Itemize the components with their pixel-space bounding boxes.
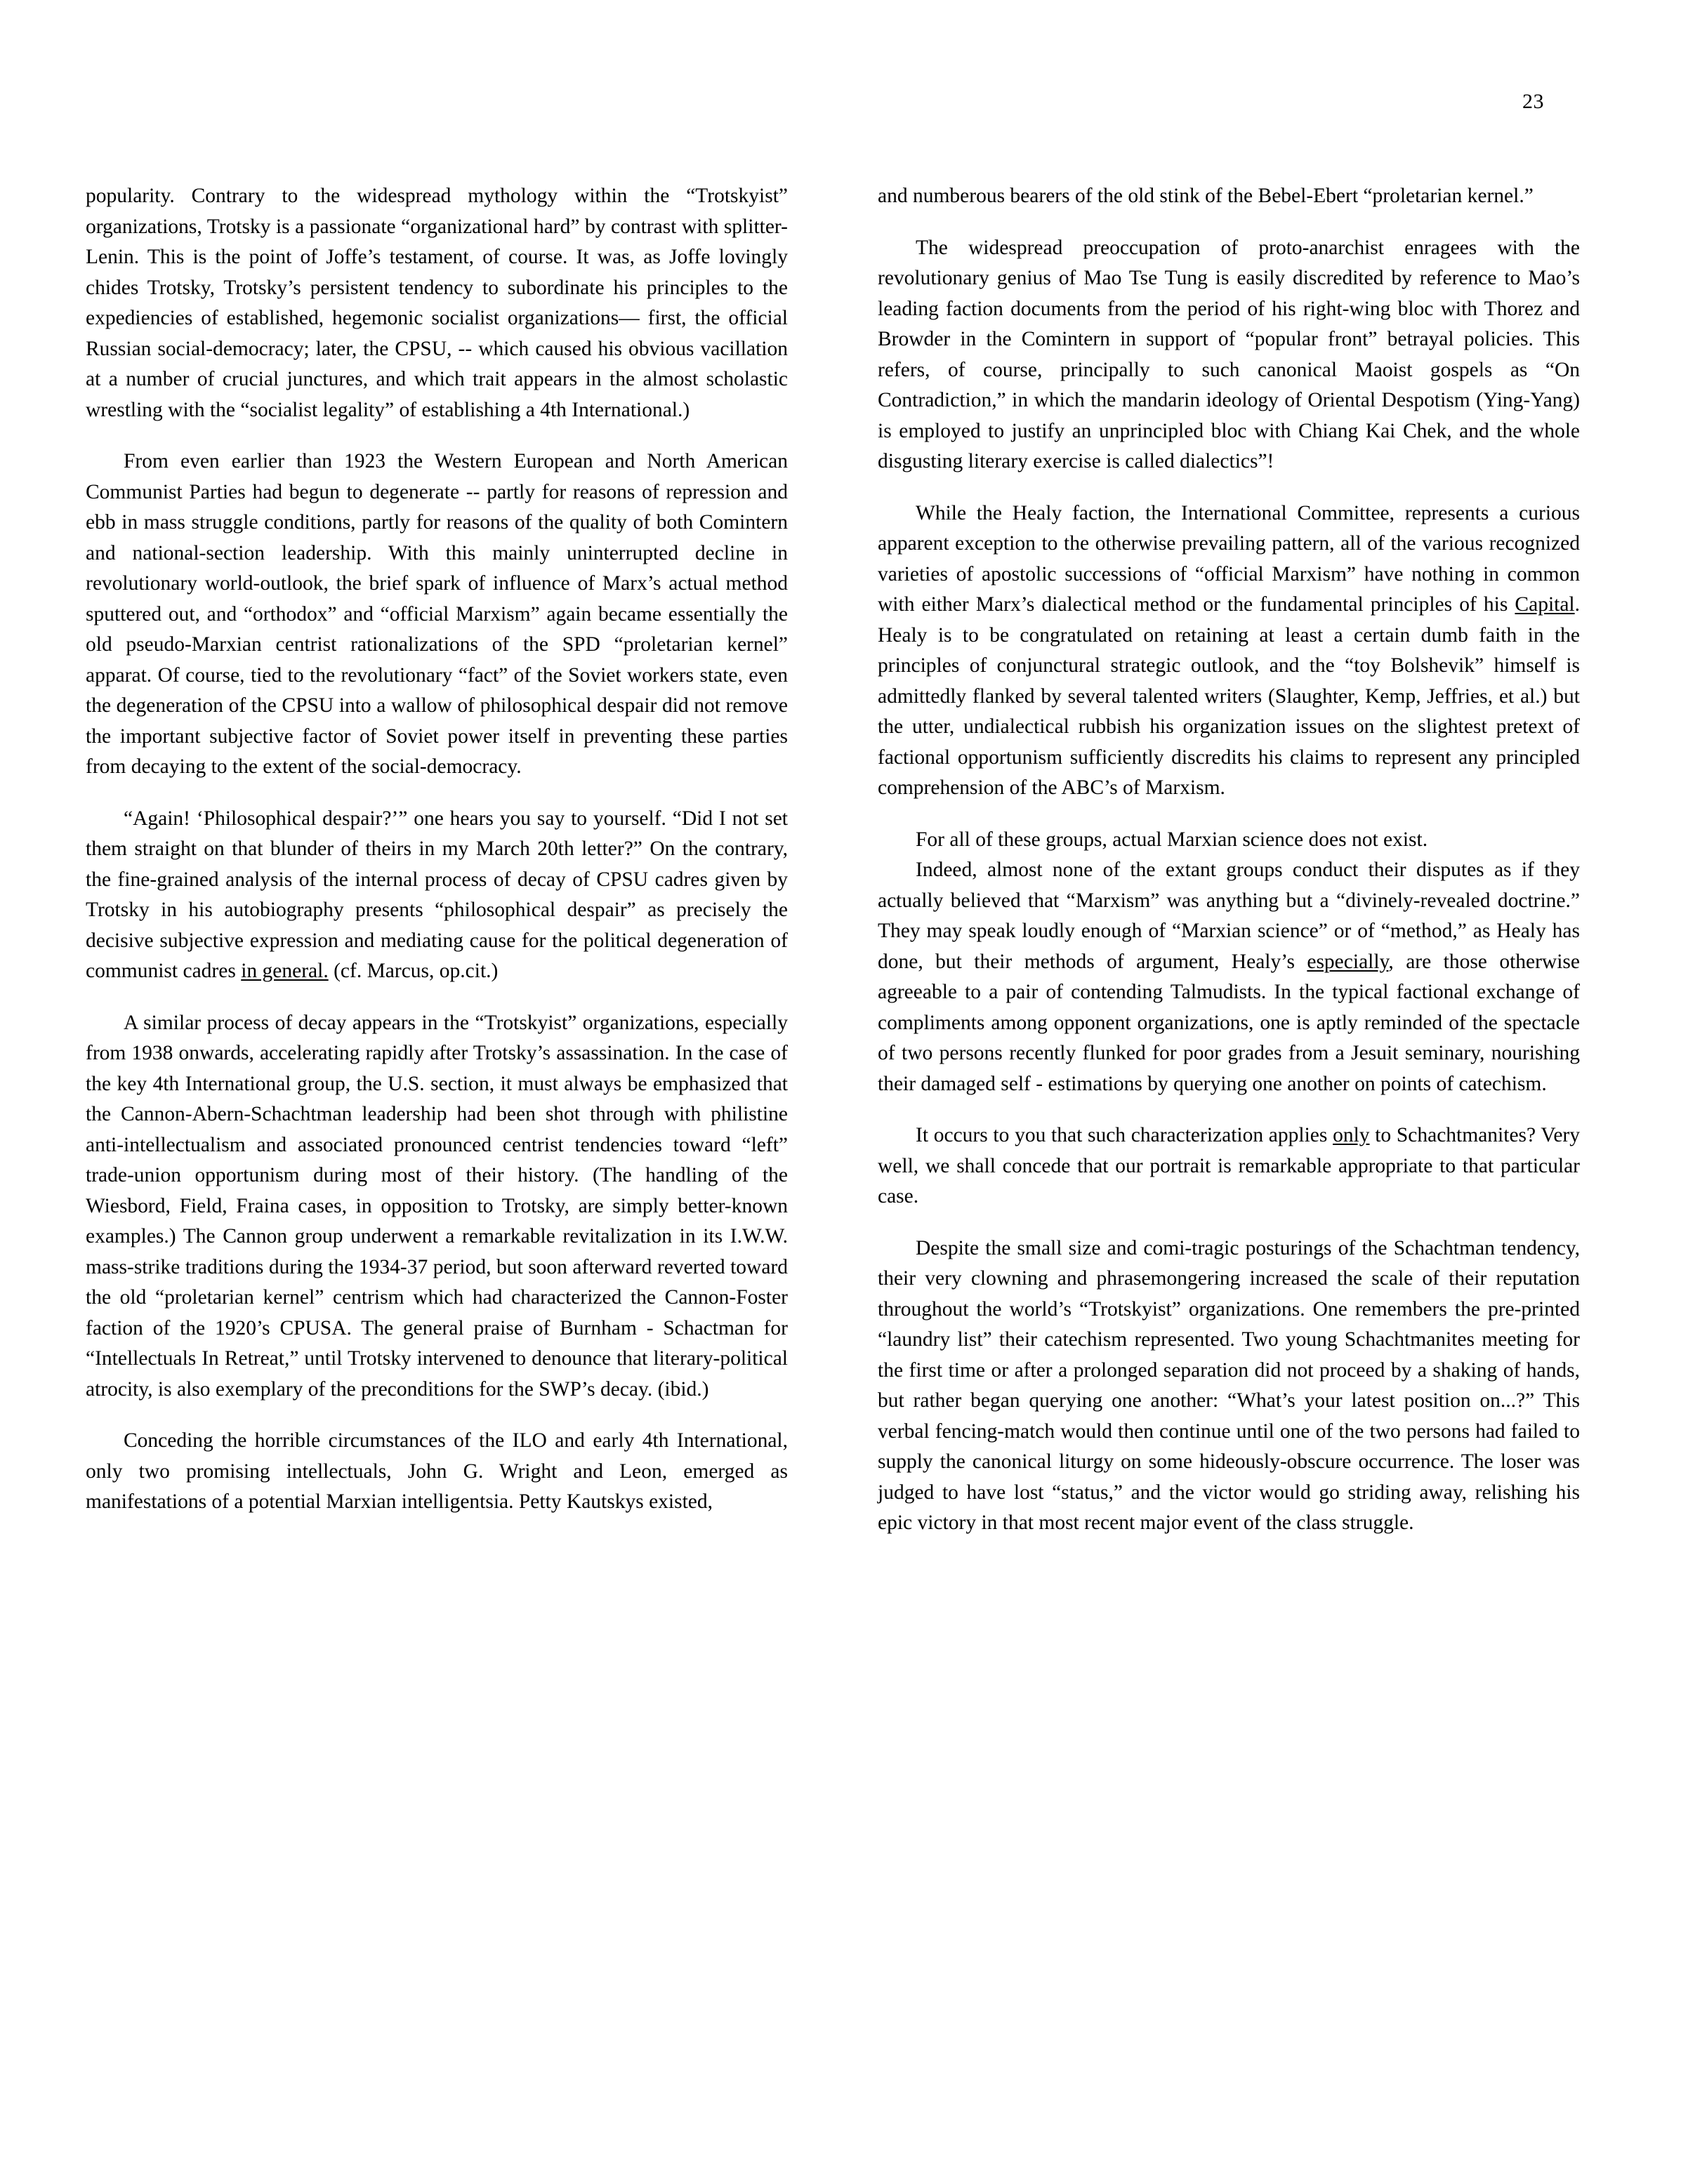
right-text-column [878, 181, 1580, 1560]
page-number: 23 [1522, 90, 1544, 113]
paragraph: From even earlier than 1923 the Western European and North American Communist Parties had begun to degenerate -- partly for reasons of repression and ebb in mass struggle conditions, partly for reasons of the quality of both Comintern and national-section leadership. With this mainly uninterrupted decline in revolutionary world-outlook, the brief spark of influence of Marx’s actual method sputtered out, and “orthodox” and “official Marxism” again became essentially the old pseudo-Marxian centrist rationalizations of the SPD “proletarian kernel” apparat. Of course, tied to the revolutionary “fact” of the Soviet workers state, even the degeneration of the CPSU into a wallow of philosophical despair did not remove the important subjective factor of Soviet power itself in preventing these parties from decaying to the extent of the social-democracy. [86, 450, 788, 778]
left-text-column [86, 181, 788, 1560]
paragraph: “Again! ‘Philosophical despair?’” one hears you say to yourself. “Did I not set them straight on that blunder of theirs in my March 20th letter?” On the contrary, the fine-grained analysis of the internal process of decay of CPSU cadres given by Trotsky in his autobiography presents “philosophical despair” as precisely the decisive subjective expression and mediating cause for the political degeneration of communist cadres in general. (cf. Marcus, op.cit.) [86, 807, 788, 982]
paragraph: A similar process of decay appears in the “Trotskyist” organizations, especially from 1938 onwards, accelerating rapidly after Trotsky’s assassination. In the case of the key 4th International group, the U.S. section, it must always be emphasized that the Cannon-Abern-Schachtman leadership had been shot through with philistine anti-intellectualism and associated pronounced centrist tendencies toward “left” trade-union opportunism during most of their history. (The handling of the Wiesbord, Field, Fraina cases, in opposition to Trotsky, are simply better-known examples.) The Cannon group underwent a remarkable revitalization in its I.W.W. mass-strike traditions during the 1934-37 period, but soon afterward reverted toward the old “proletarian kernel” centrism which had characterized the Cannon-Foster faction of the 1920’s CPUSA. The general praise of Burnham - Schactman for “Intellectuals In Retreat,” until Trotsky intervened to denounce that literary-political atrocity, is also exemplary of the preconditions for the SWP’s decay. (ibid.) [86, 1011, 788, 1401]
paragraph: The widespread preoccupation of proto-anarchist enragees with the revolutionary genius of Mao Tse Tung is easily discredited by reference to Mao’s leading faction documents from the period of his right-wing bloc with Thorez and Browder in the Comintern in support of “popular front” betrayal policies. This refers, of course, principally to such canonical Maoist gospels as “On Contradiction,” in which the mandarin ideology of Oriental Despotism (Ying-Yang) is employed to justify an unprincipled bloc with Chiang Kai Chek, and the whole disgusting literary exercise is called dialectics”! [878, 236, 1580, 472]
two-column-body [86, 181, 1595, 1560]
paragraph: For all of these groups, actual Marxian science does not exist. [916, 828, 1428, 851]
paragraph: While the Healy faction, the International Committee, represents a curious apparent exception to the otherwise prevailing pattern, all of the various recognized varieties of apostolic successions of “official Marxism” have nothing in common with either Marx’s dialectical method or the fundamental principles of his Capital. Healy is to be congratulated on retaining at least a certain dumb faith in the principles of conjunctural strategic outlook, and the “toy Bolshevik” himself is admittedly flanked by several talented writers (Slaughter, Kemp, Jeffries, et al.) but the utter, undialectical rubbish his organization issues on the slightest pretext of factional opportunism sufficiently discredits his claims to represent any principled comprehension of the ABC’s of Marxism. [878, 501, 1580, 799]
paragraph: It occurs to you that such characterization applies only to Schachtmanites? Very well, we shall concede that our portrait is remarkable appropriate to that particular case. [878, 1124, 1580, 1207]
paragraph: popularity. Contrary to the widespread mythology within the “Trotskyist” organizations, Trotsky is a passionate “organizational hard” by contrast with splitter-Lenin. This is the point of Joffe’s testament, of course. It was, as Joffe lovingly chides Trotsky, Trotsky’s persistent tendency to subordinate his principles to the expediencies of established, hegemonic socialist organizations— first, the official Russian social-democracy; later, the CPSU, -- which caused his obvious vacillation at a number of crucial junctures, and which trait appears in the almost scholastic wrestling with the “socialist legality” of establishing a 4th International.) [86, 185, 788, 421]
paragraph: and numberous bearers of the old stink of the Bebel-Ebert “proletarian kernel.” [878, 185, 1534, 207]
paragraph: Indeed, almost none of the extant groups conduct their disputes as if they actually believed that “Marxism” was anything but a “divinely-revealed doctrine.” They may speak loudly enough of “Marxian science” or of “method,” as Healy has done, but their methods of argument, Healy’s especially, are those otherwise agreeable to a pair of contending Talmudists. In the typical factional exchange of compliments among opponent organizations, one is aptly reminded of the spectacle of two persons recently flunked for poor grades from a Jesuit seminary, nourishing their damaged self - estimations by querying one another on points of catechism. [878, 859, 1581, 1095]
paragraph: Despite the small size and comi-tragic posturings of the Schachtman tendency, their very clowning and phrasemongering increased the scale of their reputation throughout the world’s “Trotskyist” organizations. One remembers the pre-printed “laundry list” their catechism represented. Two young Schachtmanites meeting for the first time or after a prolonged separation did not proceed by a shaking of hands, but rather began querying one another: “What’s your latest position on...?” This verbal fencing-match would then continue until one of the two persons had failed to supply the canonical liturgy on some hideously-obscure occurrence. The loser was judged to have lost “status,” and the victor would go striding away, relishing his epic victory in that most recent major event of the class struggle. [878, 1236, 1580, 1534]
paragraph: Conceding the horrible circumstances of the ILO and early 4th International, only two promising intellectuals, John G. Wright and Leon, emerged as manifestations of a potential Marxian intelligentsia. Petty Kautskys existed, [86, 1429, 788, 1513]
